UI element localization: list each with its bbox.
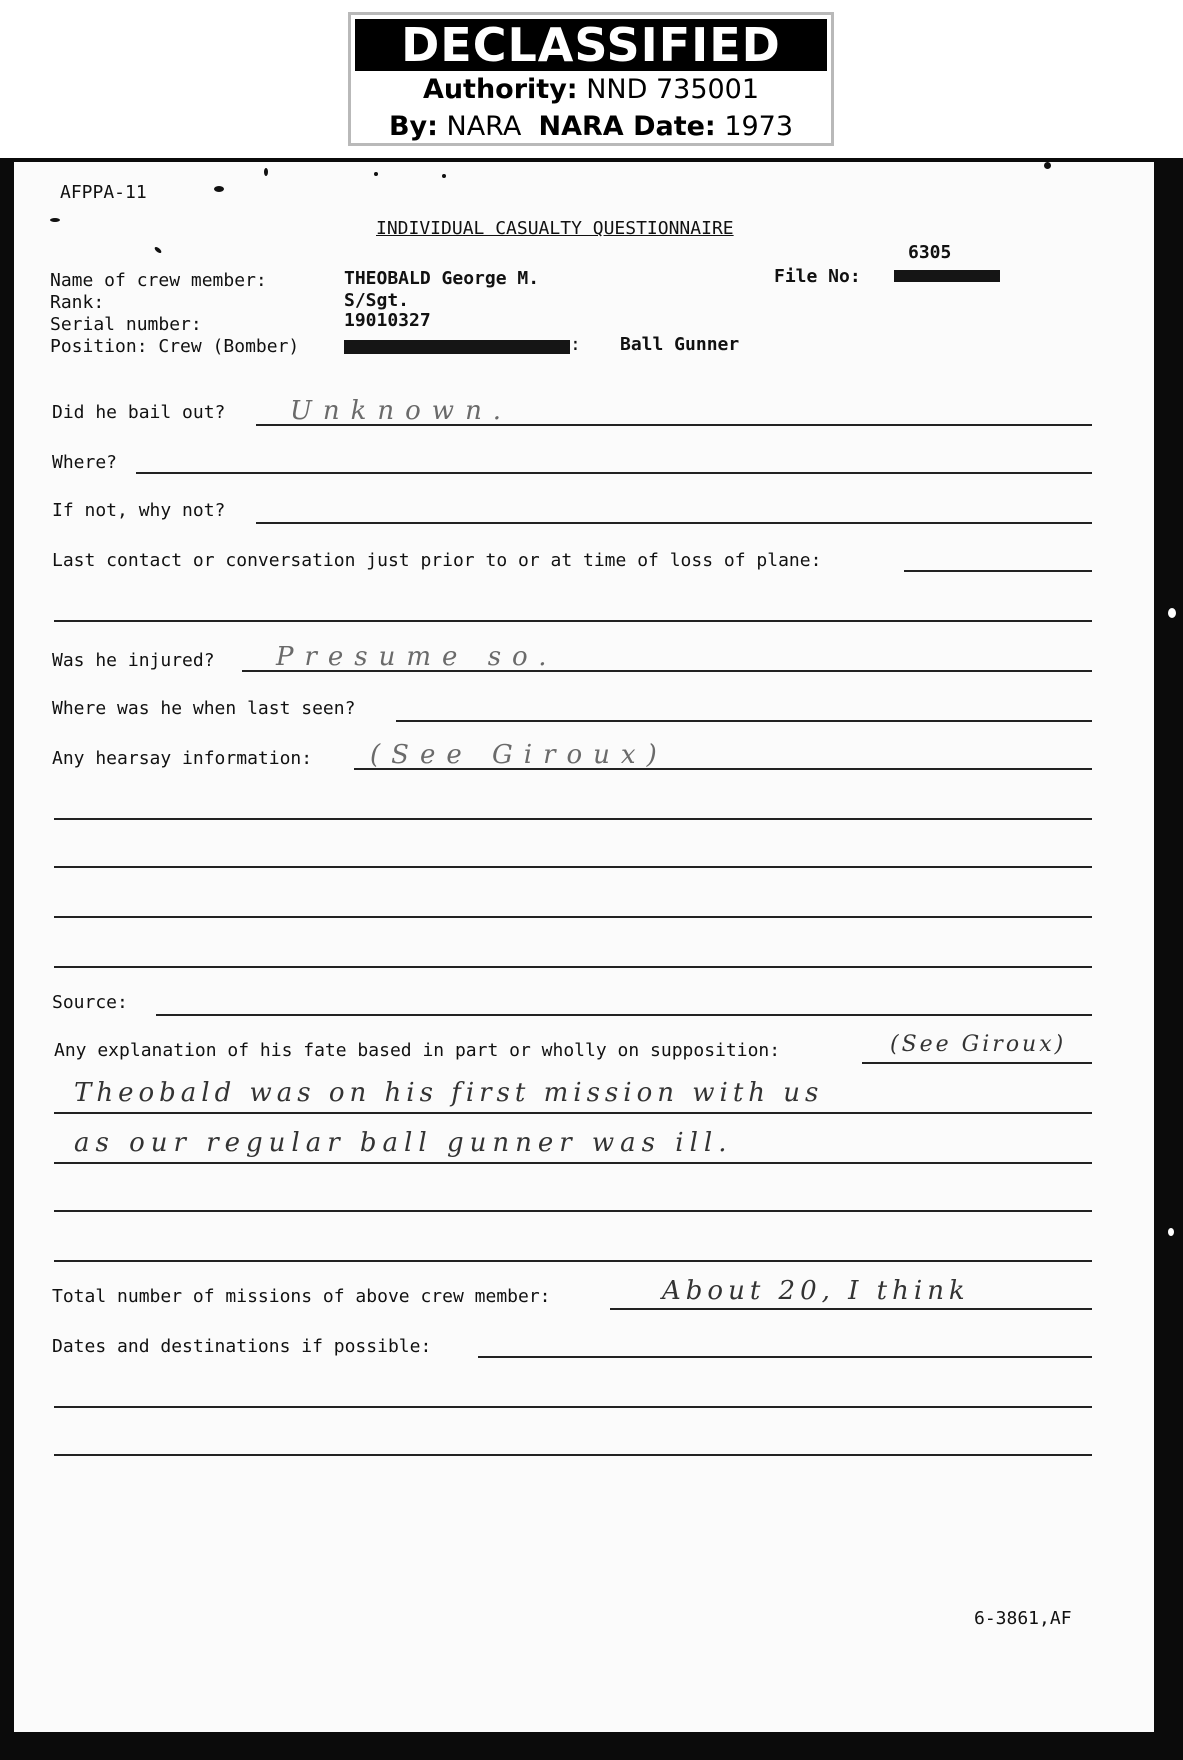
answer-line xyxy=(610,1308,1092,1310)
explanation-answer: (See Giroux) xyxy=(890,1032,1067,1057)
contact-label: Last contact or conversation just prior to or at time of loss of plane: xyxy=(52,550,822,571)
file-number: 6305 xyxy=(908,242,952,263)
source-label: Source: xyxy=(52,992,128,1013)
where-label: Where? xyxy=(52,452,118,473)
footer-code: 6-3861,AF xyxy=(974,1608,1072,1629)
scan-speck xyxy=(1044,162,1051,169)
position-label: Position: Crew (Bomber) xyxy=(50,336,300,357)
answer-line xyxy=(242,670,1092,672)
missions-answer: About 20, I think xyxy=(662,1276,970,1306)
stamp-title: DECLASSIFIED xyxy=(355,19,827,71)
answer-line xyxy=(54,1162,1092,1164)
explanation-line-1: Theobald was on his first mission with us xyxy=(74,1078,824,1108)
answer-line xyxy=(136,472,1092,474)
scanned-document xyxy=(0,158,1183,1760)
declassified-stamp xyxy=(348,12,834,146)
answer-line xyxy=(54,866,1092,868)
answer-line xyxy=(256,522,1092,524)
file-strikeout xyxy=(894,270,1000,282)
scan-speck xyxy=(264,168,268,176)
rank-value: S/Sgt. xyxy=(344,290,410,311)
position-value: Ball Gunner xyxy=(620,334,740,355)
scan-speck xyxy=(214,186,224,192)
answer-line xyxy=(54,916,1092,918)
scan-speck xyxy=(154,246,163,254)
bail-answer: Unknown. xyxy=(290,396,513,426)
authority-label: Authority: xyxy=(422,74,578,105)
name-value: THEOBALD George M. xyxy=(344,268,540,289)
hearsay-label: Any hearsay information: xyxy=(52,748,313,769)
explanation-label: Any explanation of his fate based in part or wholly on supposition: xyxy=(54,1040,781,1061)
paper-sheet xyxy=(14,162,1154,1732)
answer-line xyxy=(54,1406,1092,1408)
form-title: INDIVIDUAL CASUALTY QUESTIONNAIRE xyxy=(376,218,734,239)
serial-label: Serial number: xyxy=(50,314,202,335)
date-label: NARA Date: xyxy=(538,111,716,142)
serial-value: 19010327 xyxy=(344,310,431,331)
answer-line xyxy=(54,1454,1092,1456)
redaction-strikeout xyxy=(344,340,570,354)
date-value: 1973 xyxy=(724,111,794,142)
scan-speck xyxy=(442,174,446,178)
answer-line xyxy=(862,1062,1092,1064)
answer-line xyxy=(478,1356,1092,1358)
answer-line xyxy=(54,1260,1092,1262)
answer-line xyxy=(396,720,1092,722)
answer-line xyxy=(354,768,1092,770)
answer-line xyxy=(156,1014,1092,1016)
missions-label: Total number of missions of above crew member: xyxy=(52,1286,551,1307)
position-colon: : xyxy=(570,334,581,355)
name-label: Name of crew member: xyxy=(50,270,267,291)
answer-line xyxy=(54,966,1092,968)
last-seen-label: Where was he when last seen? xyxy=(52,698,356,719)
stamp-by-date xyxy=(351,108,831,145)
answer-line xyxy=(54,1210,1092,1212)
injured-label: Was he injured? xyxy=(52,650,215,671)
explanation-line-2: as our regular ball gunner was ill. xyxy=(74,1128,733,1158)
scan-edge-mark xyxy=(1168,1228,1174,1236)
answer-line xyxy=(904,570,1092,572)
file-label: File No: xyxy=(774,266,861,287)
bail-label: Did he bail out? xyxy=(52,402,226,423)
scan-edge-mark xyxy=(1168,608,1176,618)
answer-line xyxy=(54,1112,1092,1114)
why-label: If not, why not? xyxy=(52,500,226,521)
scan-speck xyxy=(50,218,60,222)
answer-line xyxy=(54,620,1092,622)
by-label: By: xyxy=(388,111,438,142)
by-value: NARA xyxy=(446,111,522,142)
injured-answer: Presume so. xyxy=(276,642,558,672)
stamp-authority xyxy=(351,71,831,108)
scan-speck xyxy=(374,172,378,176)
answer-line xyxy=(256,424,1092,426)
answer-line xyxy=(54,818,1092,820)
rank-label: Rank: xyxy=(50,292,105,313)
dates-label: Dates and destinations if possible: xyxy=(52,1336,432,1357)
form-code: AFPPA-11 xyxy=(60,182,147,203)
hearsay-answer: (See Giroux) xyxy=(370,740,668,770)
authority-value: NND 735001 xyxy=(586,74,760,105)
